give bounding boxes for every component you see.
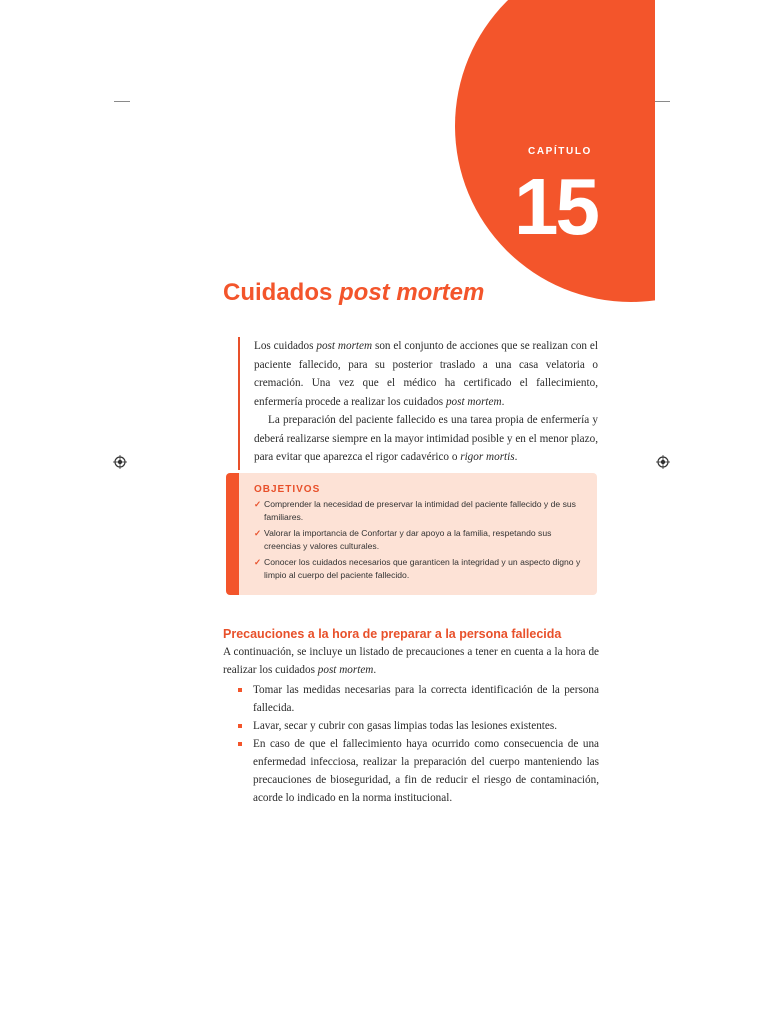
intro-italic: rigor mortis (460, 451, 515, 463)
intro-block (238, 337, 598, 470)
objectives-heading: OBJETIVOS (254, 484, 321, 495)
chapter-title-main: Cuidados (223, 279, 340, 306)
list-item-text: Tomar las medidas necesarias para la correcta identificación de la persona fallecida. (253, 684, 599, 714)
intro-text: son el conjunto de acciones que se realizan con el paciente fallecido, para su posterior traslado a una casa velatoria o cremación. Una vez que el médico ha certificado el fallecimiento, enfermería procede a realizar los cuidados (254, 340, 598, 408)
chapter-number: 15 (514, 162, 597, 251)
intro-paragraph-1 (254, 337, 598, 411)
objectives-box (226, 473, 597, 595)
registration-mark-icon (113, 455, 127, 469)
objective-text: Conocer los cuidados necesarios que garanticen la integridad y un aspecto digno y limpio al cuerpo del paciente fallecido. (264, 557, 581, 580)
intro-text: . (501, 395, 505, 408)
section-lead (223, 643, 599, 679)
list-item (223, 681, 599, 717)
section-heading: Precauciones a la hora de preparar a la persona fallecida (223, 627, 562, 641)
objective-text: Valorar la importancia de Confortar y dar apoyo a la familia, respetando sus creencias y valores culturales. (264, 528, 552, 551)
list-item (223, 735, 599, 807)
intro-text: Los cuidados (254, 340, 317, 352)
objective-text: Comprender la necesidad de preservar la intimidad del paciente fallecido y de sus familiares. (264, 499, 576, 522)
list-item-text: Lavar, secar y cubrir con gasas limpias todas las lesiones existentes. (253, 720, 558, 732)
bullet-icon (238, 742, 242, 746)
chapter-title-italic: post mortem (339, 279, 485, 306)
objective-item (254, 527, 583, 553)
chapter-title (223, 279, 484, 307)
precautions-section (223, 627, 599, 807)
objective-item (254, 498, 583, 524)
list-item-text: En caso de que el fallecimiento haya ocurrido como consecuencia de una enfermedad infecciosa, realizar la preparación del cuerpo manteniendo las precauciones de bioseguridad, a fin de reducir el riesgo de contaminación, acorde lo indicado en la norma institucional. (253, 738, 599, 804)
check-icon: ✓ (254, 499, 262, 509)
intro-italic: post mortem (445, 395, 502, 408)
check-icon: ✓ (254, 557, 262, 567)
registration-mark-icon (656, 455, 670, 469)
lead-text: A continuación, se incluye un listado de precauciones a tener en cuenta a la hora de realizar los cuidados (223, 646, 599, 676)
intro-text: . (514, 451, 518, 463)
bullet-icon (238, 724, 242, 728)
chapter-label: CAPÍTULO (528, 146, 592, 157)
intro-paragraph-2 (254, 411, 598, 467)
intro-italic: post mortem (316, 340, 373, 352)
lead-text: . (373, 664, 377, 676)
precautions-list (223, 681, 599, 807)
objective-item (254, 556, 583, 582)
check-icon: ✓ (254, 528, 262, 538)
bullet-icon (238, 688, 242, 692)
crop-mark-right (654, 101, 670, 102)
intro-text: La preparación del paciente fallecido es una tarea propia de enfermería y deberá realizarse siempre en la mayor intimidad posible y en el menor plazo, para evitar que aparezca el rigor cadavérico o (254, 414, 598, 463)
list-item (223, 717, 599, 735)
crop-mark-left (114, 101, 130, 102)
lead-italic: post mortem (317, 664, 374, 676)
